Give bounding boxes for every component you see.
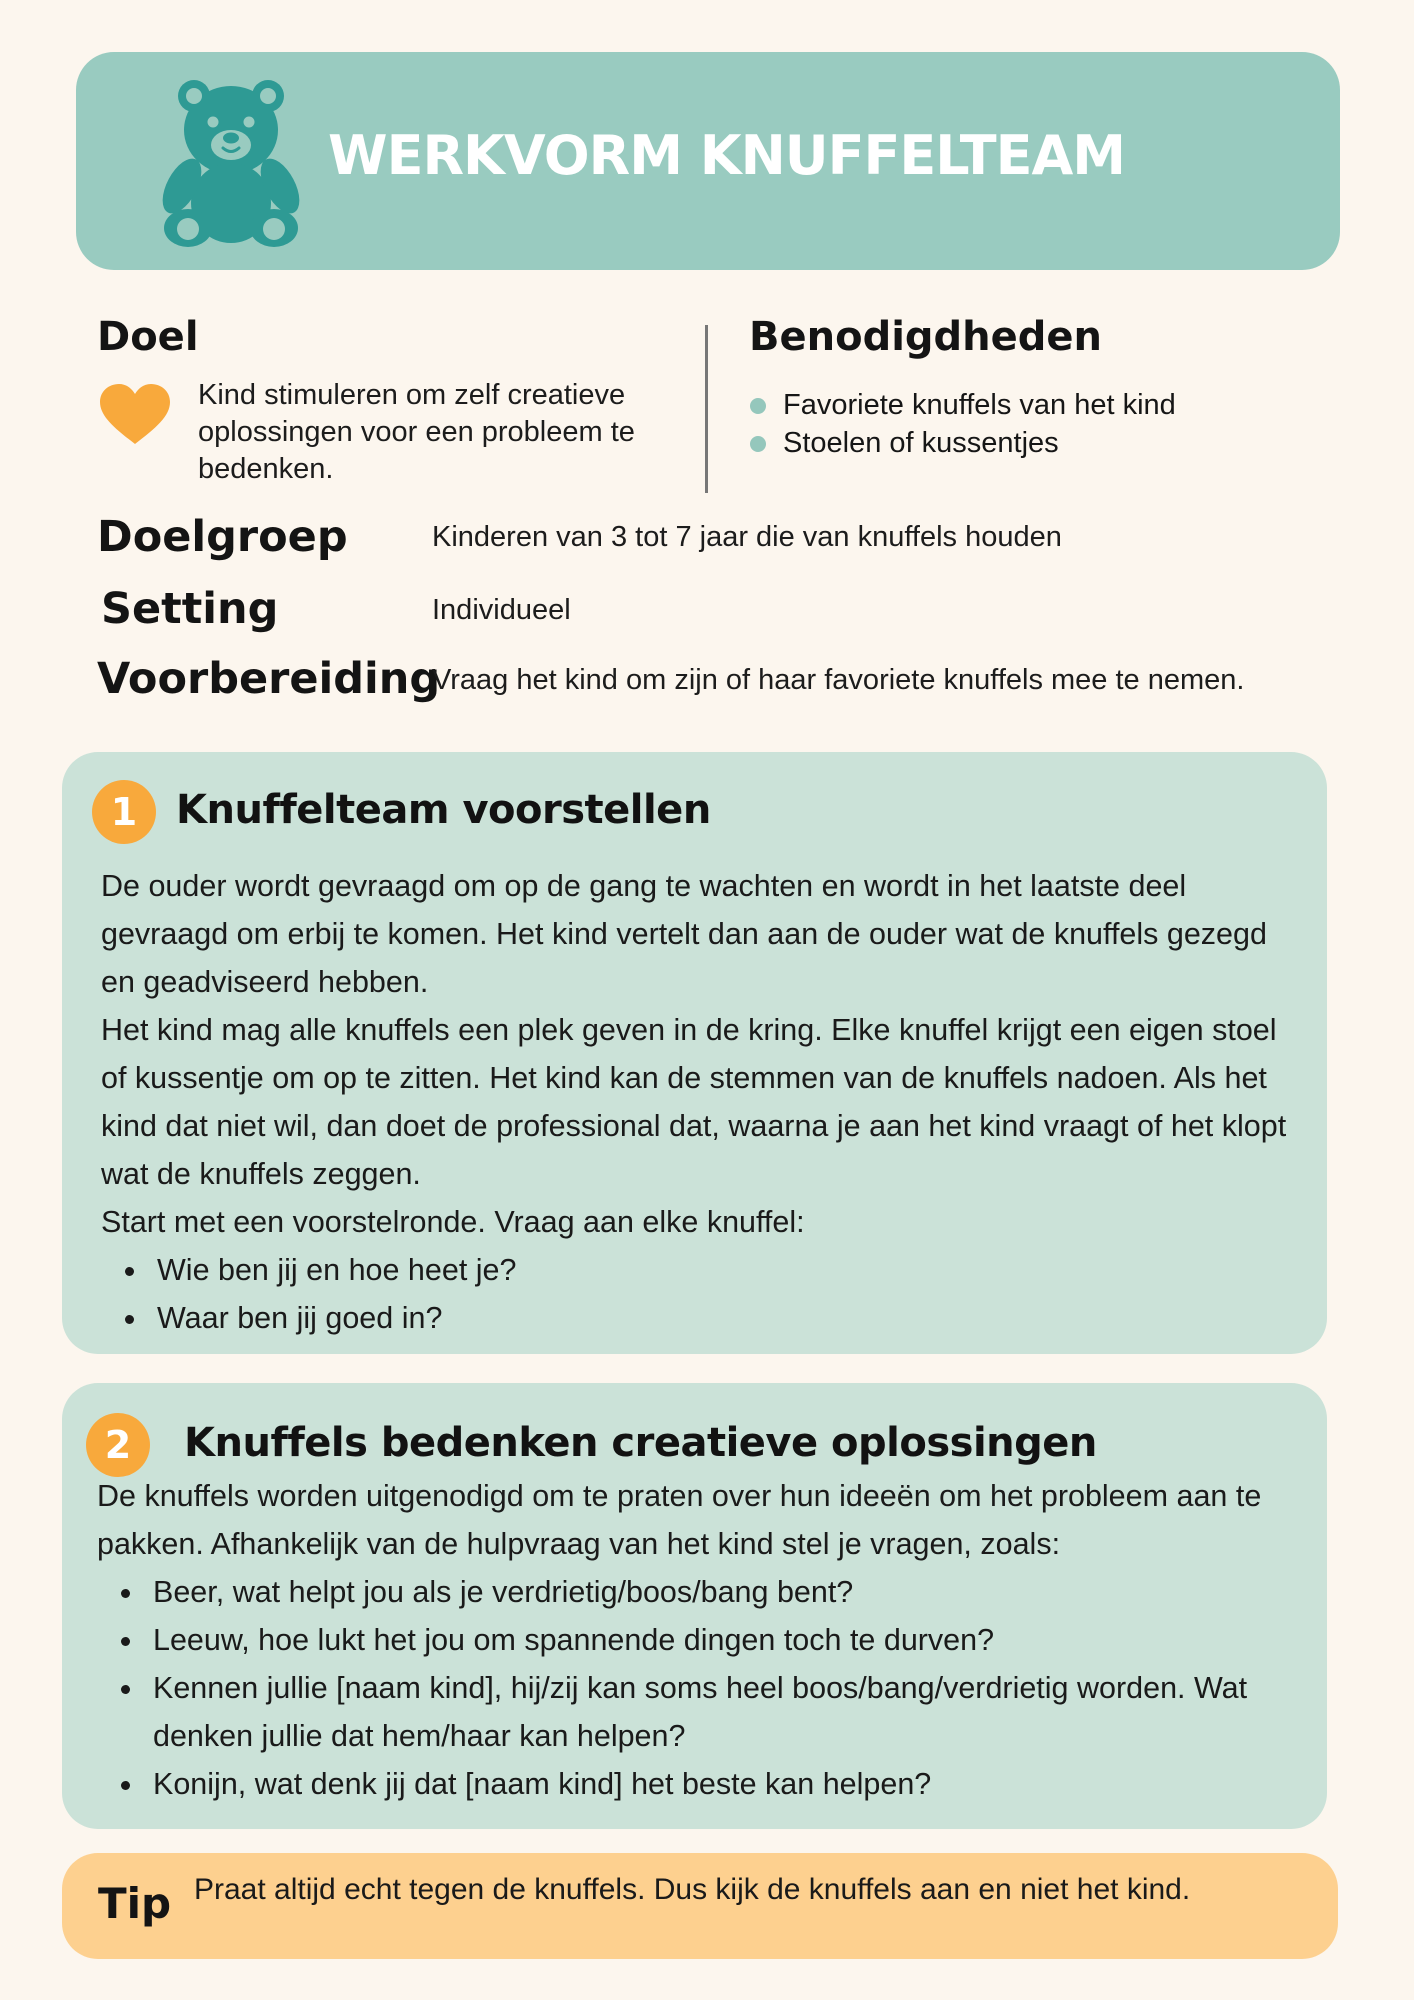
step-paragraph: Het kind mag alle knuffels een plek geven in de kring. Elke knuffel krijgt een eigen stoel of kussentje om op te zitten. Het kind kan de stemmen van de knuffels nadoen. Als het kind dat niet wil, dan doet de professional dat, waarna je aan het kind vraagt of het klopt wat de knuffels zeggen. — [101, 1013, 1287, 1191]
step-bullet-list — [97, 1568, 1307, 1808]
bullet-dot-icon — [750, 398, 766, 414]
step-title: Knuffelteam voorstellen — [176, 787, 711, 833]
column-divider — [705, 325, 708, 493]
tip-text: Praat altijd echt tegen de knuffels. Dus kijk de knuffels aan en niet het kind. — [194, 1873, 1191, 1906]
step-body — [97, 1472, 1307, 1808]
list-item: Favoriete knuffels van het kind — [750, 386, 1176, 424]
teddy-bear-icon — [156, 78, 306, 248]
header-banner — [76, 52, 1340, 270]
doel-label: Doel — [97, 314, 199, 360]
setting-label: Setting — [101, 584, 279, 634]
step-number-badge: 1 — [92, 780, 156, 844]
doel-text: Kind stimuleren om zelf creatieve oplossingen voor een probleem te bedenken. — [198, 379, 635, 485]
doelgroep-value: Kinderen van 3 tot 7 jaar die van knuffels houden — [432, 521, 1062, 553]
voorbereiding-label: Voorbereiding — [97, 654, 441, 704]
list-item: Kennen jullie [naam kind], hij/zij kan soms heel boos/bang/verdrietig worden. Wat denken jullie dat hem/haar kan helpen? — [97, 1664, 1307, 1760]
list-item: Waar ben jij goed in? — [101, 1294, 1301, 1342]
setting-value: Individueel — [432, 594, 571, 626]
step-title: Knuffels bedenken creatieve oplossingen — [184, 1420, 1097, 1466]
list-item: Wie ben jij en hoe heet je? — [101, 1246, 1301, 1294]
voorbereiding-value: Vraag het kind om zijn of haar favoriete knuffels mee te nemen. — [432, 664, 1245, 696]
tip-box — [62, 1853, 1338, 1959]
step-paragraph: De ouder wordt gevraagd om op de gang te wachten en wordt in het laatste deel gevraagd om erbij te komen. Het kind vertelt dan aan de ouder wat de knuffels gezegd en geadviseerd hebben. — [101, 869, 1267, 999]
step-body — [101, 862, 1301, 1342]
step-paragraph: Start met een voorstelronde. Vraag aan elke knuffel: — [101, 1205, 805, 1239]
heart-icon — [100, 384, 170, 448]
benodigdheden-list — [750, 386, 1176, 462]
list-item: Beer, wat helpt jou als je verdrietig/boos/bang bent? — [97, 1568, 1307, 1616]
list-item: Konijn, wat denk jij dat [naam kind] het beste kan helpen? — [97, 1760, 1307, 1808]
step-bullet-list — [101, 1246, 1301, 1342]
benodigdheden-label: Benodigdheden — [749, 314, 1103, 360]
list-item: Leeuw, hoe lukt het jou om spannende dingen toch te durven? — [97, 1616, 1307, 1664]
step-1-card — [62, 752, 1327, 1354]
bullet-dot-icon — [750, 436, 766, 452]
page-title: WERKVORM KNUFFELTEAM — [328, 124, 1126, 187]
step-paragraph: De knuffels worden uitgenodigd om te praten over hun ideeën om het probleem aan te pakken. Afhankelijk van de hulpvraag van het kind stel je vragen, zoals: — [97, 1479, 1262, 1561]
tip-label: Tip — [98, 1879, 172, 1928]
doelgroep-label: Doelgroep — [97, 512, 348, 562]
step-number-badge: 2 — [86, 1413, 150, 1477]
list-item: Stoelen of kussentjes — [750, 424, 1176, 462]
step-2-card — [62, 1383, 1327, 1829]
